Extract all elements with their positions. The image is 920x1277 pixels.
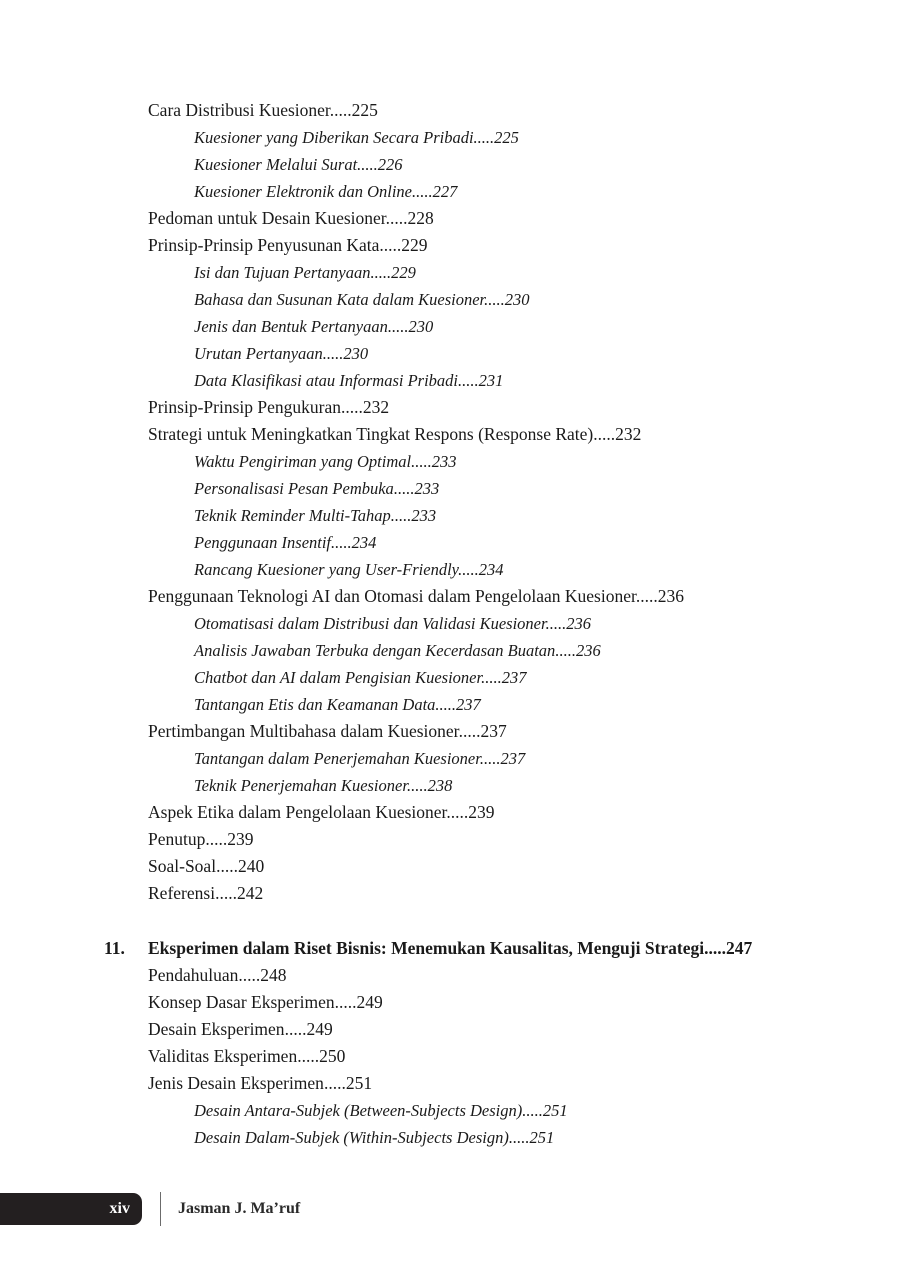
toc-entry-page: 250	[319, 1046, 346, 1066]
toc-entry-page: 251	[529, 1128, 555, 1147]
toc-entry-title: Penggunaan Teknologi AI dan Otomasi dalam Pengelolaan Kuesioner	[148, 586, 636, 606]
toc-entry-page: 225	[494, 128, 519, 147]
chapter-number: 11.	[104, 938, 125, 958]
toc-entry[interactable]	[0, 718, 920, 745]
toc-entry-title: Desain Dalam-Subjek (Within-Subjects Design)	[194, 1128, 509, 1147]
toc-subentry[interactable]	[0, 556, 920, 583]
toc-entry-page: 233	[411, 506, 437, 525]
toc-entry-title: Jenis dan Bentuk Pertanyaan	[194, 317, 388, 336]
toc-leader: .....	[458, 721, 481, 741]
toc-entry[interactable]	[0, 394, 920, 421]
toc-entry-title: Penutup	[148, 829, 206, 849]
toc-entry-title: Isi dan Tujuan Pertanyaan	[194, 263, 371, 282]
toc-entry-title: Otomatisasi dalam Distribusi dan Validasi Kuesioner	[194, 614, 546, 633]
toc-leader: .....	[329, 100, 352, 120]
toc-entry-title: Prinsip-Prinsip Pengukuran	[148, 397, 341, 417]
toc-section-experiment	[0, 962, 920, 1151]
toc-entry[interactable]	[0, 826, 920, 853]
toc-entry-page: 238	[427, 776, 453, 795]
toc-entry[interactable]	[0, 232, 920, 259]
toc-leader: .....	[411, 452, 432, 471]
toc-entry-title: Waktu Pengiriman yang Optimal	[194, 452, 412, 471]
chapter-title: Eksperimen dalam Riset Bisnis: Menemukan Kausalitas, Menguji Strategi	[148, 938, 705, 958]
toc-leader: .....	[323, 1073, 346, 1093]
toc-leader: .....	[473, 128, 495, 147]
toc-entry-title: Jenis Desain Eksperimen	[148, 1073, 324, 1093]
toc-entry[interactable]	[0, 799, 920, 826]
toc-entry[interactable]	[0, 880, 920, 907]
toc-entry-title: Konsep Dasar Eksperimen	[148, 992, 335, 1012]
toc-section-questionnaire	[0, 97, 920, 907]
section-gap	[0, 907, 920, 935]
toc-entry-title: Analisis Jawaban Terbuka dengan Kecerdasan Buatan	[194, 641, 556, 660]
toc-entry-page: 232	[362, 397, 390, 417]
toc-entry[interactable]	[0, 1043, 920, 1070]
toc-leader: .....	[458, 371, 479, 390]
toc-leader: .....	[370, 263, 392, 282]
toc-entry-title: Chatbot dan AI dalam Pengisian Kuesioner	[194, 668, 482, 687]
toc-leader: .....	[481, 668, 502, 687]
footer-author: Jasman J. Ma’ruf	[178, 1200, 301, 1217]
toc-subentry[interactable]	[0, 664, 920, 691]
toc-entry-page: 229	[401, 235, 428, 255]
toc-entry-page: 251	[542, 1101, 568, 1120]
toc-leader: .....	[522, 1101, 543, 1120]
toc-subentry[interactable]	[0, 529, 920, 556]
toc-leader: .....	[393, 479, 415, 498]
toc-leader: .....	[479, 749, 501, 768]
toc-leader: .....	[216, 856, 238, 876]
toc-entry-title: Penggunaan Insentif	[194, 533, 332, 552]
toc-entry-page: 242	[236, 883, 264, 903]
toc-entry-title: Bahasa dan Susunan Kata dalam Kuesioner	[194, 290, 485, 309]
toc-subentry[interactable]	[0, 367, 920, 394]
toc-entry[interactable]	[0, 962, 920, 989]
toc-subentry[interactable]	[0, 610, 920, 637]
toc-entry-title: Aspek Etika dalam Pengelolaan Kuesioner	[148, 802, 447, 822]
toc-subentry[interactable]	[0, 448, 920, 475]
toc-entry-page: 249	[356, 992, 383, 1012]
toc-leader: .....	[458, 560, 479, 579]
toc-entry-title: Personalisasi Pesan Pembuka	[194, 479, 394, 498]
toc-entry-page: 236	[575, 641, 601, 660]
toc-entry-title: Teknik Reminder Multi-Tahap	[194, 506, 391, 525]
toc-entry-title: Tantangan Etis dan Keamanan Data	[194, 695, 436, 714]
toc-entry-title: Cara Distribusi Kuesioner	[148, 100, 330, 120]
toc-subentry[interactable]	[0, 286, 920, 313]
toc-leader: .....	[555, 641, 576, 660]
toc-leader: .....	[508, 1128, 530, 1147]
toc-entry-page: 229	[391, 263, 416, 282]
toc-entry-page: 234	[478, 560, 504, 579]
toc-entry-page: 237	[501, 668, 527, 687]
toc-leader: .....	[593, 424, 616, 444]
chapter-page: 247	[726, 938, 753, 958]
toc-entry-page: 237	[480, 721, 507, 741]
toc-entry-page: 231	[478, 371, 504, 390]
toc-entry[interactable]	[0, 1070, 920, 1097]
toc-entry-title: Urutan Pertanyaan	[194, 344, 323, 363]
toc-subentry[interactable]	[0, 772, 920, 799]
toc-subentry[interactable]	[0, 178, 920, 205]
toc-entry-page: 239	[227, 829, 254, 849]
toc-leader: .....	[379, 235, 402, 255]
toc-leader: .....	[635, 586, 658, 606]
toc-entry-page: 251	[345, 1073, 373, 1093]
toc-entry[interactable]	[0, 1016, 920, 1043]
toc-entry-page: 226	[377, 155, 403, 174]
toc-entry-page: 248	[260, 965, 287, 985]
toc-entry-page: 239	[468, 802, 495, 822]
toc-entry[interactable]	[0, 989, 920, 1016]
toc-entry-title: Kuesioner yang Diberikan Secara Pribadi	[194, 128, 474, 147]
page-number: xiv	[109, 1200, 130, 1217]
footer-page-tab	[0, 1193, 142, 1225]
toc-leader: .....	[390, 506, 412, 525]
toc-subentry[interactable]	[0, 745, 920, 772]
toc-entry-page: 232	[615, 424, 642, 444]
toc-entry-page: 233	[414, 479, 440, 498]
toc-leader: .....	[215, 883, 237, 903]
toc-entry-title: Kuesioner Elektronik dan Online	[194, 182, 412, 201]
toc-entry-page: 237	[500, 749, 526, 768]
table-of-contents	[0, 97, 920, 1151]
toc-leader: .....	[357, 155, 378, 174]
toc-subentry[interactable]	[0, 502, 920, 529]
toc-entry-page: 225	[351, 100, 378, 120]
toc-entry-page: 236	[566, 614, 591, 633]
toc-leader: .....	[387, 317, 409, 336]
toc-entry-page: 240	[237, 856, 265, 876]
toc-leader: .....	[331, 533, 352, 552]
toc-entry-page: 236	[657, 586, 684, 606]
toc-leader: .....	[297, 1046, 320, 1066]
toc-entry-title: Teknik Penerjemahan Kuesioner	[194, 776, 407, 795]
toc-subentry[interactable]	[0, 313, 920, 340]
toc-entry-title: Prinsip-Prinsip Penyusunan Kata	[148, 235, 380, 255]
toc-entry-title: Referensi	[148, 883, 216, 903]
toc-leader: .....	[322, 344, 344, 363]
toc-entry-title: Validitas Eksperimen	[148, 1046, 298, 1066]
toc-leader: .....	[205, 829, 228, 849]
toc-entry-title: Pedoman untuk Desain Kuesioner	[148, 208, 386, 228]
toc-leader: .....	[385, 208, 408, 228]
toc-entry-page: 228	[407, 208, 434, 228]
toc-entry-page: 237	[456, 695, 481, 714]
toc-subentry[interactable]	[0, 1124, 920, 1151]
toc-entry[interactable]	[0, 97, 920, 124]
toc-subentry[interactable]	[0, 151, 920, 178]
toc-leader: .....	[446, 802, 469, 822]
toc-leader: .....	[545, 614, 567, 633]
toc-entry-page: 234	[351, 533, 377, 552]
toc-subentry[interactable]	[0, 340, 920, 367]
toc-entry-title: Soal-Soal	[148, 856, 217, 876]
toc-entry[interactable]	[0, 205, 920, 232]
toc-entry-title: Pendahuluan	[148, 965, 239, 985]
toc-entry-page: 230	[408, 317, 434, 336]
toc-subentry[interactable]	[0, 691, 920, 718]
toc-chapter-11[interactable]	[0, 935, 920, 962]
toc-entry[interactable]	[0, 421, 920, 448]
toc-entry-title: Pertimbangan Multibahasa dalam Kuesioner	[148, 721, 459, 741]
toc-leader: .....	[484, 290, 505, 309]
toc-entry[interactable]	[0, 853, 920, 880]
toc-subentry[interactable]	[0, 124, 920, 151]
toc-entry-title: Rancang Kuesioner yang User-Friendly	[194, 560, 459, 579]
toc-leader: .....	[238, 965, 261, 985]
toc-entry-page: 230	[504, 290, 530, 309]
toc-leader: .....	[435, 695, 457, 714]
toc-leader: .....	[334, 992, 357, 1012]
toc-subentry[interactable]	[0, 475, 920, 502]
toc-entry-title: Data Klasifikasi atau Informasi Pribadi	[194, 371, 459, 390]
toc-entry-page: 227	[432, 182, 458, 201]
toc-entry-title: Kuesioner Melalui Surat	[194, 155, 358, 174]
toc-entry-title: Tantangan dalam Penerjemahan Kuesioner	[194, 749, 480, 768]
toc-entry[interactable]	[0, 583, 920, 610]
toc-subentry[interactable]	[0, 637, 920, 664]
toc-entry-page: 249	[306, 1019, 333, 1039]
toc-entry-title: Desain Antara-Subjek (Between-Subjects Design)	[194, 1101, 523, 1120]
toc-subentry[interactable]	[0, 259, 920, 286]
toc-leader: .....	[704, 938, 727, 958]
toc-entry-title: Strategi untuk Meningkatkan Tingkat Respons (Response Rate)	[148, 424, 594, 444]
toc-entry-page: 233	[431, 452, 457, 471]
toc-leader: .....	[411, 182, 433, 201]
toc-leader: .....	[284, 1019, 307, 1039]
toc-subentry[interactable]	[0, 1097, 920, 1124]
footer-divider	[160, 1192, 161, 1226]
toc-entry-title: Desain Eksperimen	[148, 1019, 285, 1039]
toc-leader: .....	[341, 397, 363, 417]
toc-leader: .....	[406, 776, 428, 795]
toc-entry-page: 230	[343, 344, 369, 363]
